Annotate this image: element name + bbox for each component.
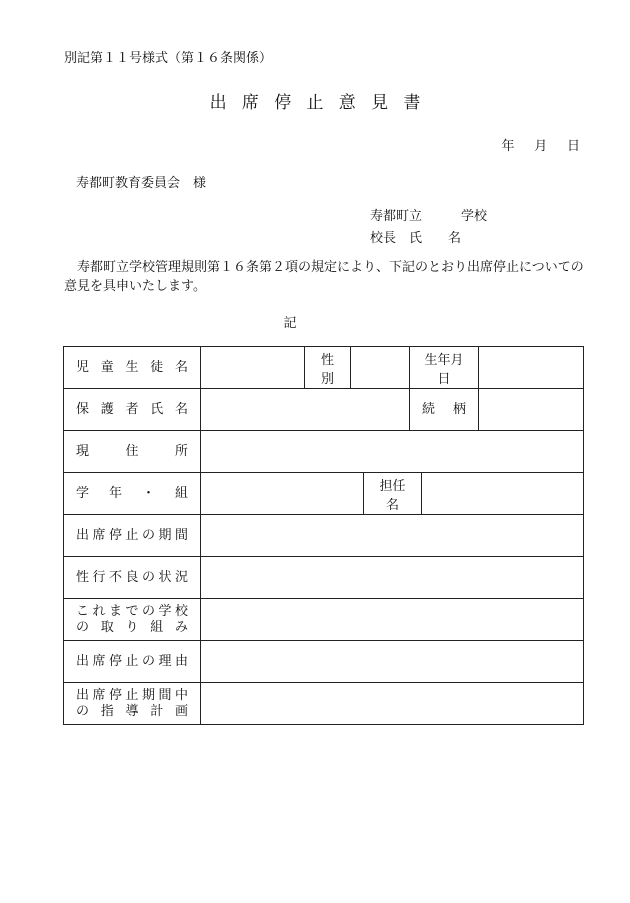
efforts-field[interactable] — [201, 599, 584, 641]
suspension-period-label: 出席停止の期間 — [64, 515, 201, 557]
date-year: 年 — [501, 139, 515, 154]
table-row — [64, 473, 584, 515]
teacher-label: 担任名 — [364, 473, 422, 515]
grade-class-label: 学年・組 — [64, 473, 201, 515]
table-row — [64, 389, 584, 431]
relationship-label: 続柄 — [410, 389, 479, 431]
date-month: 月 — [534, 139, 548, 154]
detail-table — [63, 346, 584, 725]
plan-label-line1: 出席停止期間中 — [76, 687, 188, 703]
student-name-label: 児童生徒名 — [64, 347, 201, 389]
table-row — [64, 515, 584, 557]
table-row — [64, 557, 584, 599]
table-row — [64, 599, 584, 641]
table-row — [64, 431, 584, 473]
body-text: 寿都町立学校管理規則第１６条第２項の規定により、下記のとおり出席停止についての意見を具申いたします。 — [64, 260, 584, 294]
ki-marker: 記 — [283, 316, 297, 331]
plan-field[interactable] — [201, 683, 584, 725]
relationship-field[interactable] — [479, 389, 584, 431]
efforts-label-line2: の取り組み — [76, 619, 188, 635]
grade-class-field[interactable] — [201, 473, 364, 515]
misconduct-field[interactable] — [201, 557, 584, 599]
guardian-name-field[interactable] — [201, 389, 410, 431]
document-title: 出席停止意見書 — [209, 93, 436, 113]
reason-field[interactable] — [201, 641, 584, 683]
reason-label: 出席停止の理由 — [64, 641, 201, 683]
plan-label-line2: の指導計画 — [76, 703, 188, 719]
gender-label: 性別 — [305, 347, 351, 389]
suspension-period-field[interactable] — [201, 515, 584, 557]
birthdate-field[interactable] — [479, 347, 584, 389]
plan-label — [64, 683, 201, 725]
sender-block — [370, 206, 487, 250]
guardian-name-label: 保護者氏名 — [64, 389, 201, 431]
student-name-field[interactable] — [201, 347, 305, 389]
teacher-field[interactable] — [422, 473, 584, 515]
sender-principal: 校長 氏 名 — [370, 231, 462, 246]
gender-field[interactable] — [351, 347, 410, 389]
table-row — [64, 683, 584, 725]
efforts-label — [64, 599, 201, 641]
addressee: 寿都町教育委員会 様 — [76, 176, 207, 191]
address-label: 現住所 — [64, 431, 201, 473]
misconduct-label: 性行不良の状況 — [64, 557, 201, 599]
date-line — [501, 135, 580, 154]
date-day: 日 — [566, 139, 580, 154]
birthdate-label: 生年月日 — [410, 347, 479, 389]
efforts-label-line1: これまでの学校 — [76, 603, 188, 619]
table-row — [64, 347, 584, 389]
address-field[interactable] — [201, 431, 584, 473]
table-row — [64, 641, 584, 683]
form-number: 別記第１１号様式（第１６条関係） — [64, 51, 273, 66]
sender-school: 寿都町立 学校 — [370, 209, 488, 224]
